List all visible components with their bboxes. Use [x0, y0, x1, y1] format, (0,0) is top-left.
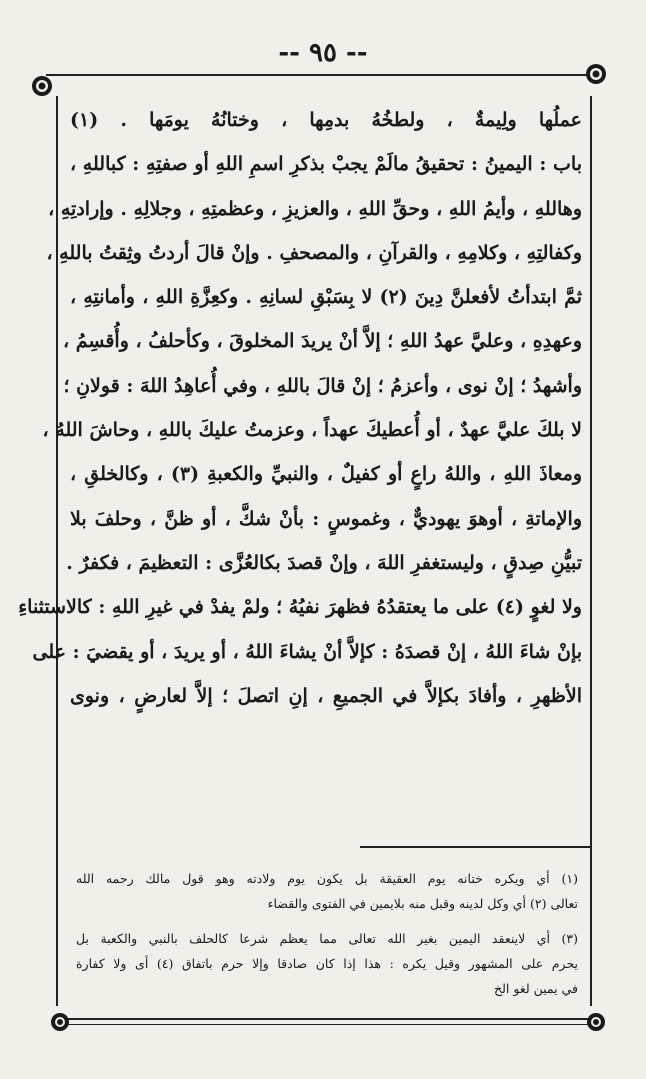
rosette-ornament-icon	[30, 74, 54, 98]
footnote-separator	[360, 846, 592, 848]
text-line: ولا لغوٍ (٤) على ما يعتقدُهُ فظهرَ نفيُهُ ؛ ولمْ يفدْ في غيرِ اللهِ : كالاستثناءِ	[18, 596, 582, 619]
text-line: ثمَّ ابتدأتُ لأفعلنَّ دِينَ (٢) لا بِسَبْقِ لسانِهِ . وكعِزَّةِ اللهِ ، وأمانتِهِ ،	[70, 286, 583, 309]
text-line: ومعاذَ اللهِ ، واللهُ راعٍ أو كفيلٌ ، والنبيِّ والكعبةِ (٣) ، وكالخلقِ ،	[70, 463, 582, 486]
text-line: تبيُّنِ صِدقٍ ، وليستغفرِ اللهَ ، وإنْ قصدَ بكالعُزَّى : التعظيمَ ، فكفرٌ .	[66, 551, 582, 574]
text-line: لا بلكَ عليَّ عهدٌ ، أو أُعطيكَ عهداً ، وعزمتُ عليكَ باللهِ ، وحاشَ اللهُ ،	[42, 419, 582, 442]
text-line: عملُها ولِيمةٌ ، ولطخُهُ بدمِها ، وختانُهُ يومَها . (١)	[70, 109, 582, 131]
text-line: وأشهدُ ؛ إنْ نوى ، وأعزمُ ؛ إنْ قالَ باللهِ ، وفي أُعاهِدُ اللهَ : قولانِ ؛	[63, 374, 582, 397]
text-line: والإماتةِ ، أوهوَ يهوديٌّ ، وغموسٍ : بأنْ شكَّ ، أو ظنَّ ، وحلفَ بلا	[70, 507, 582, 530]
main-text-block	[18, 98, 583, 718]
rosette-ornament-icon	[48, 1010, 72, 1034]
page-number: -- ٩٥ --	[278, 38, 368, 68]
rosette-ornament-icon	[584, 62, 608, 86]
rosette-ornament-icon	[584, 1010, 608, 1034]
footnote-line: يحرم على المشهور وقيل يكره : هذا إذا كان صادقا وإلا حرم باتفاق (٤) أى ولا كفارة	[76, 956, 578, 971]
frame-bottom-rule-thin	[68, 1024, 588, 1025]
footnotes-block	[76, 866, 578, 1001]
frame-bottom-rule	[68, 1018, 588, 1020]
text-line: الأظهرِ ، وأفادَ بكإلاَّ في الجميعِ ، إنِ اتصلَ ؛ إلاَّ لعارضٍ ، ونوى	[70, 684, 582, 707]
footnote-line: في يمين لغو الخ	[494, 981, 578, 996]
frame-top-rule	[46, 74, 598, 76]
footnote-line: (١) أي ويكره ختانه يوم العقيقة بل يكون يوم ولادته وهو قول مالك رحمه الله	[76, 871, 578, 886]
text-line: بإنْ شاءَ اللهُ ، إنْ قصدَهُ : كإلاَّ أنْ يشاءَ اللهُ ، أو يريدَ ، أو يقضيَ : على	[32, 640, 582, 663]
text-line: باب : اليمينُ : تحقيقُ مالَمْ يجبْ بذكرِ اسمِ اللهِ أو صفتِهِ : كباللهِ ،	[70, 153, 582, 176]
footnote-line: (٣) أي لاينعقد اليمين بغير الله تعالى مما يعظم شرعا كالحلف بالنبي والكعبة بل	[76, 931, 578, 946]
footnote-line: تعالى (٢) أي وكل لدينه وقبل منه بلايمين في الفتوى والقضاء	[267, 896, 578, 911]
text-line: وكفالتِهِ ، وكلامِهِ ، والقرآنِ ، والمصحفِ . وإنْ قالَ أردتُ وثِقتُ باللهِ ،	[46, 241, 582, 264]
frame-right-rule	[590, 96, 592, 1006]
text-line: وعهدِهِ ، وعليَّ عهدُ اللهِ ؛ إلاَّ أنْ يريدَ المخلوقَ ، وكأحلفُ ، وأُقسِمُ ،	[62, 330, 582, 353]
text-line: وهاللهِ ، وأيمُ اللهِ ، وحقِّ اللهِ ، والعزيزِ ، وعظمتِهِ ، وجلالِهِ . وإرادتِهِ ،	[48, 197, 582, 220]
